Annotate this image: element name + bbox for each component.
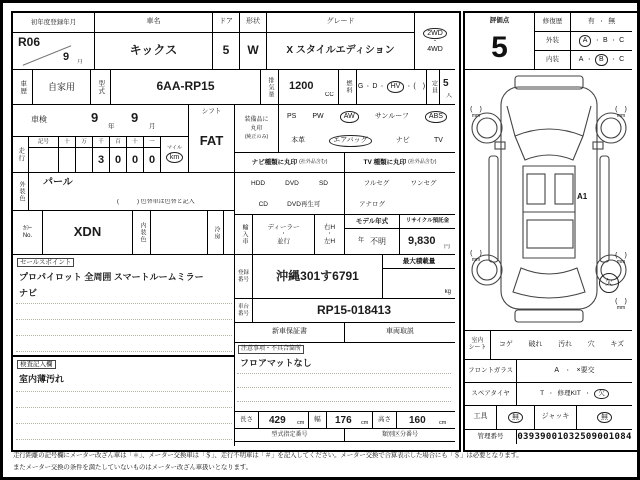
model-year-header: モデル年式 (345, 215, 400, 229)
exterior-grade-b: B (602, 36, 608, 44)
damage-mark-a1: A1 (577, 192, 588, 201)
recycle-unit: 円 (444, 244, 451, 250)
windshield-replace: ×要交 (576, 366, 595, 374)
mileage-col-100k: 十 (59, 137, 76, 148)
tv-type-title: TV 種類に丸印 (363, 158, 407, 166)
exterior-color-cell (29, 173, 235, 211)
seat-check-options (491, 330, 632, 360)
car-history-label: 車歴 (13, 70, 33, 105)
registration-month: 9 (63, 51, 70, 63)
door-label: ドア (213, 13, 240, 33)
dot: ・ (406, 83, 412, 90)
tv-type-options (345, 173, 455, 215)
sales-point-line2: ナビ (19, 288, 38, 298)
jack-value (577, 406, 632, 430)
navi-type-note: (社外品含む) (299, 158, 328, 165)
score-value: 5 (491, 30, 508, 64)
seat-stain: 汚れ (558, 340, 573, 348)
fuel-other: ( ) (413, 82, 426, 90)
seat-hole: 穴 (587, 340, 595, 348)
mileage-label: 走行 (13, 137, 29, 173)
seat-scratch: キズ (610, 340, 625, 348)
tv-type-header (345, 153, 455, 173)
interior-color-label: 内装色 (133, 211, 151, 255)
shift-value: FAT (199, 132, 224, 148)
registration-number-label: 登録 番号 (235, 255, 253, 299)
interior-grade-options: A ・ B ・ C (571, 51, 632, 70)
dot: ・ (280, 231, 287, 238)
equip-pw: PW (312, 112, 324, 120)
exterior-grade-c: C (619, 36, 625, 44)
import-dealer: ディーラー (267, 223, 300, 231)
model-year-value (345, 229, 400, 255)
mileage-digit (76, 148, 93, 173)
navi-dvd-play: DVD再生可 (287, 200, 321, 208)
chassis-number-value: RP15-018413 (253, 299, 455, 323)
equipment-row-1 (279, 105, 455, 129)
model-code-label: 型式 (91, 70, 111, 105)
tread-depth-front-left: ( ) mm (470, 106, 482, 120)
mileage-digit (59, 148, 76, 173)
registration-month-unit: 月 (77, 59, 84, 65)
cooling-label: 冷房 (208, 211, 224, 255)
left-handle: 左H (323, 237, 336, 245)
inspection-year: 9 (91, 111, 99, 125)
width-value (327, 411, 373, 429)
spare-missing: 欠 (594, 389, 609, 400)
mileage-symbol-header: 記号 (29, 137, 59, 148)
equip-abs: ABS (425, 111, 447, 122)
equipment-label (235, 105, 279, 153)
length-label: 長さ (235, 411, 259, 429)
width-number: 176 (335, 415, 352, 426)
color-no-label (13, 211, 43, 255)
footer-note-2: またメーター交換の条件を満たしていないものはメーター改ざん車扱いとなります。 (13, 464, 252, 471)
repair-history-label: 修復歴 (535, 13, 571, 32)
tools-value (497, 406, 535, 430)
max-load-unit: kg (444, 289, 451, 296)
recycle-value-cell (400, 229, 455, 255)
equip-sunroof: サンルーフ (374, 112, 409, 120)
import-handle-cell (315, 215, 345, 255)
interior-grade-a: A (578, 55, 584, 63)
capacity-label: 定員 (427, 70, 440, 105)
navi-type-options (235, 173, 345, 215)
navi-hdd: HDD (251, 179, 266, 187)
seat-check-label: 室内 シート (465, 330, 491, 360)
car-name-label: 車名 (95, 13, 213, 33)
model-year-unit: 年 (357, 238, 364, 245)
interior-grade-c: C (619, 55, 625, 63)
drive-separator: ・ (431, 39, 438, 46)
score-cell (465, 13, 535, 70)
equip-navi: ナビ (395, 136, 410, 144)
door-value: 5 (213, 33, 240, 70)
score-label: 評価点 (489, 16, 510, 24)
mileage-col-1k: 千 (93, 137, 110, 148)
management-number-value: 03939001032509001084 (517, 431, 632, 442)
max-load-header: 最大積載量 (383, 255, 455, 269)
color-no-label-2: No. (22, 232, 33, 239)
rating-panel (463, 11, 639, 452)
car-damage-diagram (465, 70, 632, 330)
mileage-col-10k: 万 (76, 137, 93, 148)
mileage-digit: 3 (93, 148, 110, 173)
fuel-hybrid: HV (387, 81, 405, 92)
interior-color-value (151, 211, 208, 255)
height-label: 高さ (373, 411, 397, 429)
sales-point-area (13, 255, 235, 355)
car-history-value: 自家用 (33, 70, 91, 105)
dot: ・ (365, 83, 371, 90)
model-year-unknown: 不明 (370, 236, 386, 246)
mileage-digit: 0 (110, 148, 127, 173)
drive-2wd: 2WD (423, 28, 447, 39)
exterior-grade-options: A ・ B ・ C (571, 32, 632, 51)
caution-value: フロアマットなし (240, 358, 312, 368)
spare-tire-options: T ・ 修理KIT ・ 欠 (517, 383, 632, 406)
equip-leather: 本革 (291, 136, 306, 144)
interior-grade-label: 内装 (535, 51, 571, 70)
seat-burn: コゲ (498, 340, 513, 348)
length-value (259, 411, 309, 429)
mileage-unit-cell (161, 137, 189, 173)
fuel-options (357, 70, 427, 105)
first-registration-value (13, 33, 95, 70)
windshield-a: A (554, 366, 560, 374)
navi-cd: CD (258, 200, 268, 208)
jack-none: 無 (597, 412, 612, 423)
color-change-note: ( ) 色替車は色替と記入 (117, 199, 195, 205)
drive-4wd: 4WD (427, 46, 443, 54)
dot: ・ (598, 18, 605, 25)
mileage-unit-mile: マイル (167, 144, 182, 151)
model-code-value: 6AA-RP15 (111, 70, 261, 105)
sales-point-label: セールスポイント (17, 258, 74, 267)
inspector-notes-area (13, 357, 235, 446)
equipment-label-3: (純正のみ) (244, 133, 269, 140)
navi-type-header (235, 153, 345, 173)
first-registration-label: 初年度登録年月 (13, 13, 95, 33)
right-handle: 右H (323, 223, 336, 231)
tv-fullseg: フルセグ (363, 179, 390, 187)
exterior-color-label: 外装色 (13, 173, 29, 211)
cooling-value (224, 211, 235, 255)
width-unit: cm (361, 420, 369, 426)
capacity-value (440, 70, 455, 105)
equipment-items (279, 105, 455, 153)
color-no-label-1: ｶﾗｰ (22, 225, 32, 232)
repair-yes: 有 (587, 17, 595, 25)
width-label: 幅 (309, 411, 327, 429)
grade-label: グレード (267, 13, 415, 33)
equipment-label-2: 丸印 (250, 125, 263, 132)
dot: ・ (379, 83, 385, 90)
capacity-unit: 人 (446, 93, 453, 99)
equip-ps: PS (287, 112, 297, 120)
inspector-notes-value: 室内薄汚れ (19, 374, 65, 384)
inspection-year-unit: 年 (108, 123, 115, 130)
inspection-month-unit: 月 (149, 123, 156, 130)
inspection-label: 車検 (31, 115, 47, 124)
repair-history-options (571, 13, 632, 32)
equipment-row-2 (279, 129, 455, 153)
tools-none: 無 (508, 412, 523, 423)
type-designation-label: 型式指定番号 (235, 429, 345, 442)
exterior-grade-a: A (579, 35, 592, 46)
car-name-value: キックス (95, 33, 213, 70)
shape-value: W (240, 33, 267, 70)
seat-tear: 破れ (528, 340, 543, 348)
mileage-digit: 0 (144, 148, 161, 173)
equip-tv: TV (433, 136, 443, 144)
registration-number-value: 沖縄301す6791 (253, 255, 383, 299)
length-unit: cm (297, 420, 305, 426)
management-number-label: 管理番号 (465, 430, 517, 444)
spare-t: T (540, 390, 545, 398)
import-car-label: 輸入車 (235, 215, 253, 255)
tools-label: 工具 (465, 406, 497, 430)
equip-aw: AW (340, 111, 359, 122)
tv-analog: アナログ (359, 200, 385, 208)
import-parallel: 並行 (277, 237, 290, 245)
mileage-unit-km: km (166, 152, 183, 163)
class-division-label: 類別区分番号 (345, 429, 455, 442)
jack-label: ジャッキ (535, 406, 577, 430)
inspector-notes-label: 検査記入欄 (17, 360, 56, 369)
caution-area (235, 343, 455, 411)
shift-label: シフト (201, 108, 222, 116)
fuel-gasoline: G (357, 82, 364, 90)
drive-type-cell (415, 13, 455, 70)
tread-depth-front-right: ( ) mm (615, 106, 627, 120)
mileage-col-10: 十 (127, 137, 144, 148)
windshield-label: フロントガラス (465, 360, 517, 383)
displacement-number: 1200 (289, 80, 314, 92)
displacement-label: 排気量 (261, 70, 279, 105)
caution-label: 注意事項・不具合箇所 (238, 345, 304, 354)
repair-no: 無 (608, 17, 616, 25)
spare-repair-kit: 修理KIT (557, 390, 581, 398)
shape-label: 形状 (240, 13, 267, 33)
mileage-col-100: 百 (110, 137, 127, 148)
shift-cell (189, 105, 235, 173)
mileage-col-1: 一 (144, 137, 161, 148)
tread-depth-spare: ( ) mm (615, 298, 627, 312)
max-load-value (383, 269, 455, 299)
new-car-warranty: 新車保証書 (235, 323, 345, 343)
equip-airbag: エアバッグ (329, 135, 371, 146)
navi-dvd: DVD (285, 179, 299, 187)
spare-tire-label: スペアタイヤ (465, 383, 517, 406)
inspection-month: 9 (131, 111, 139, 125)
height-value (397, 411, 455, 429)
fuel-label: 燃料 (339, 70, 357, 105)
navi-type-title: ナビ種類に丸印 (251, 158, 298, 166)
displacement-unit: CC (325, 92, 334, 98)
height-unit: cm (439, 420, 447, 426)
mileage-symbol-value (29, 148, 59, 173)
import-dealer-cell (253, 215, 315, 255)
sales-point-line1: プロパイロット 全周囲 スマートルームミラー (19, 272, 204, 282)
length-number: 429 (269, 415, 286, 426)
navi-sd: SD (318, 179, 328, 187)
chassis-number-label: 車台 番号 (235, 299, 253, 323)
tv-type-note: (社外品含む) (408, 158, 437, 165)
recycle-header: リサイクル預託金 (400, 215, 455, 229)
registration-era: R06 (18, 36, 41, 49)
equipment-label-1: 装備品に (244, 116, 269, 123)
fuel-diesel: D (372, 82, 378, 90)
displacement-value (279, 70, 339, 105)
tread-depth-rear-right: ( ) mm (615, 252, 627, 266)
recycle-value: 9,830 (408, 235, 436, 247)
height-number: 160 (409, 415, 426, 426)
tv-oneseg: ワンセグ (410, 179, 437, 187)
main-table (11, 11, 461, 452)
spare-missing-mark: 欠 (599, 273, 619, 293)
vehicle-manual: 車両取説 (345, 323, 455, 343)
grade-value: X スタイルエディション (267, 33, 415, 70)
interior-grade-b: B (595, 54, 608, 65)
inspection-cell (13, 105, 189, 137)
mileage-digit: 0 (127, 148, 144, 173)
windshield-options: A ・ ×要交 (517, 360, 632, 383)
color-no-value: XDN (43, 211, 133, 255)
exterior-grade-label: 外装 (535, 32, 571, 51)
capacity-number: 5 (443, 78, 449, 89)
tread-depth-rear-left: ( ) mm (470, 250, 482, 264)
footer-note-1: 走行距離の記号欄にメーター改ざん車は「＊」、メーター交換車は「＄」、走行不明車は「＃」を記入してください。メーター交換で合算表示した場合にも「＄」は必要となります。 (13, 452, 523, 459)
exterior-color-value: パール (43, 177, 73, 188)
dot: ・ (326, 231, 333, 238)
